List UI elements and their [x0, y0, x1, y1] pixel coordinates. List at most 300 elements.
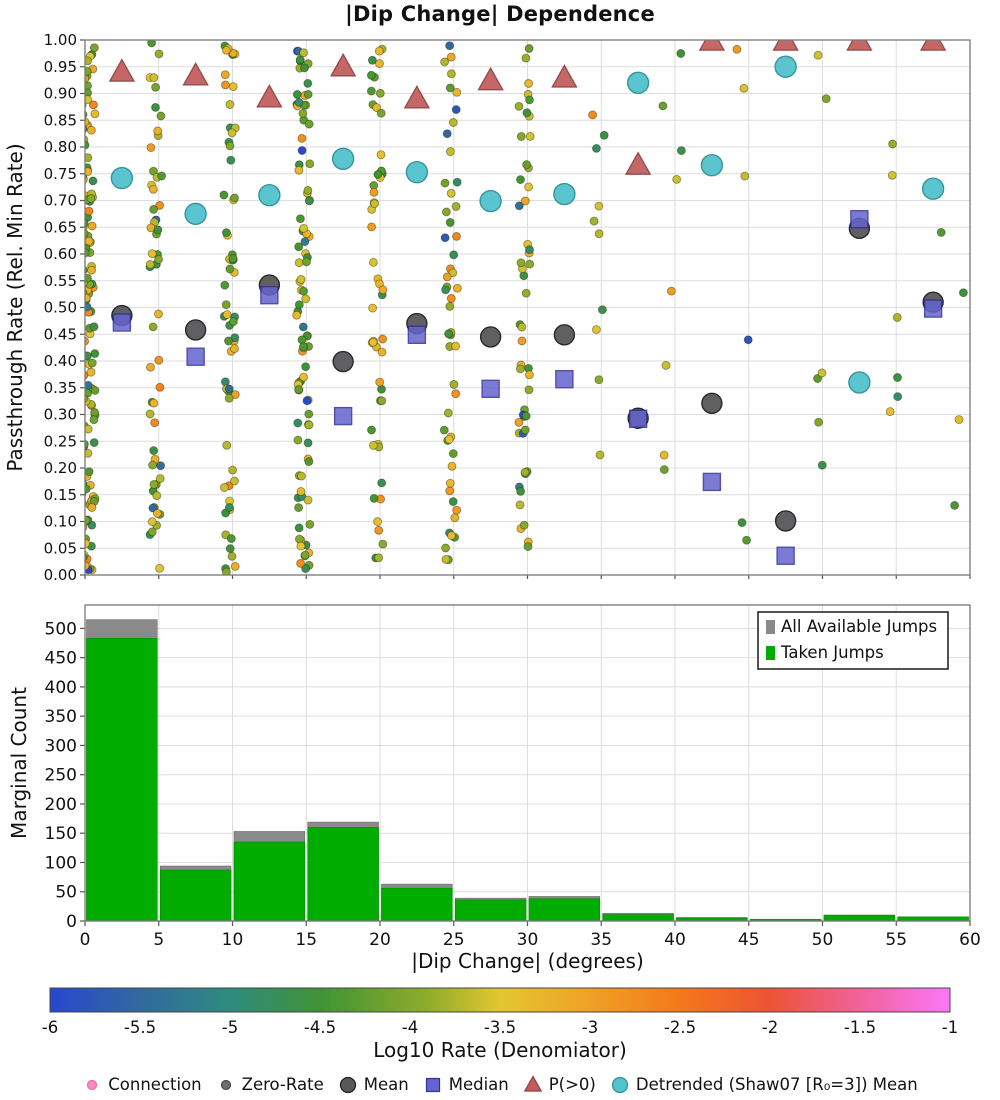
data-dot [448, 532, 456, 540]
data-dot [222, 46, 230, 54]
data-dot [743, 536, 751, 544]
legend-item-zero-rate [216, 1074, 324, 1094]
dot-marker-shape [88, 1081, 97, 1090]
triangle-marker-shape [525, 1077, 541, 1092]
data-dot [516, 365, 524, 373]
data-dot [79, 266, 87, 274]
p-0--marker [552, 66, 576, 87]
square-marker-icon [423, 1074, 443, 1094]
data-dot [231, 477, 239, 485]
data-dot [378, 397, 386, 405]
data-dot [304, 186, 312, 194]
colorbar-tick-label: -3.5 [483, 1018, 517, 1037]
y-tick-label: 0 [66, 912, 77, 932]
data-dot [369, 338, 377, 346]
data-dot [937, 228, 945, 236]
data-dot [299, 323, 307, 331]
data-dot [590, 217, 598, 225]
data-dot [521, 426, 529, 434]
data-dot [303, 258, 311, 266]
data-dot [673, 175, 681, 183]
data-dot [304, 90, 312, 98]
data-dot [231, 345, 239, 353]
detrended-shaw07-r-3-mean-marker [775, 56, 796, 77]
data-dot [91, 386, 99, 394]
data-dot [299, 109, 307, 117]
data-dot [370, 494, 378, 502]
data-dot [452, 342, 460, 350]
data-dot [146, 410, 154, 418]
data-dot [305, 458, 313, 466]
detrended-shaw07-r-3-mean-marker [849, 372, 870, 393]
legend-item-median [423, 1074, 509, 1094]
data-dot [91, 409, 99, 417]
data-dot [951, 501, 959, 509]
data-dot [520, 521, 528, 529]
data-dot [225, 337, 233, 345]
data-dot [90, 416, 98, 424]
bar-taken [308, 827, 379, 921]
bar-taken [87, 638, 158, 921]
legend-item-mean [338, 1074, 409, 1094]
data-dot [154, 127, 162, 135]
mean-marker [702, 393, 722, 413]
data-dot [295, 504, 303, 512]
data-dot [443, 130, 451, 138]
data-dot [526, 260, 534, 268]
data-dot [305, 120, 313, 128]
data-dot [149, 185, 157, 193]
data-dot [79, 111, 87, 119]
data-dot [595, 376, 603, 384]
data-dot [297, 275, 305, 283]
data-dot [744, 336, 752, 344]
data-dot [228, 129, 236, 137]
data-dot [375, 554, 383, 562]
data-dot [379, 286, 387, 294]
data-dot [85, 468, 93, 476]
data-dot [526, 96, 534, 104]
data-dot [91, 350, 99, 358]
data-dot [155, 356, 163, 364]
data-dot [87, 126, 95, 134]
colorbar-tick-label: -5 [221, 1018, 239, 1037]
data-dot [369, 258, 377, 266]
x-tick-label: 35 [590, 930, 613, 950]
y-tick-label: 200 [44, 794, 77, 815]
data-dot [369, 441, 377, 449]
median-marker [703, 473, 720, 490]
legend-item-connection [82, 1074, 201, 1094]
data-dot [85, 237, 93, 245]
data-dot [447, 189, 455, 197]
data-dot [153, 509, 161, 517]
data-dot [446, 42, 454, 50]
data-dot [367, 87, 375, 95]
data-dot [592, 326, 600, 334]
data-dot [148, 518, 156, 526]
data-dot [151, 419, 159, 427]
data-dot [297, 472, 305, 480]
data-dot [301, 238, 309, 246]
data-dot [453, 232, 461, 240]
data-dot [515, 418, 523, 426]
y-tick-label: 0.85 [43, 111, 77, 130]
data-dot [447, 70, 455, 78]
y-tick-label: 400 [44, 677, 77, 698]
data-dot [222, 81, 230, 89]
data-dot [298, 134, 306, 142]
data-dot [370, 188, 378, 196]
data-dot [149, 461, 157, 469]
detrended-shaw07-r-3-mean-marker [554, 184, 575, 205]
data-dot [446, 302, 454, 310]
data-dot [150, 447, 158, 455]
detrended-shaw07-r-3-mean-marker [406, 162, 427, 183]
data-dot [155, 255, 163, 263]
data-dot [150, 481, 158, 489]
data-dot [592, 144, 600, 152]
data-dot [229, 83, 237, 91]
data-dot [517, 259, 525, 267]
data-dot [517, 487, 525, 495]
data-dot [223, 441, 231, 449]
x-tick-label: 20 [369, 930, 391, 950]
x-tick-label: 40 [664, 930, 686, 950]
data-dot [441, 179, 449, 187]
data-dot [741, 172, 749, 180]
data-dot [886, 408, 894, 416]
data-dot [225, 504, 233, 512]
square-marker-shape [426, 1079, 439, 1092]
data-dot [453, 284, 461, 292]
data-dot [149, 323, 157, 331]
data-dot [814, 51, 822, 59]
data-dot [525, 386, 533, 394]
mean-marker [333, 352, 353, 372]
data-dot [894, 374, 902, 382]
data-dot [302, 363, 310, 371]
data-dot [89, 177, 97, 185]
data-dot [660, 466, 668, 474]
y-tick-label: 0.10 [43, 512, 77, 531]
data-dot [225, 394, 233, 402]
data-dot [221, 281, 229, 289]
data-dot [733, 45, 741, 53]
p-0--marker [479, 68, 503, 89]
mean-marker [481, 327, 501, 347]
detrended-shaw07-r-3-mean-marker [185, 203, 206, 224]
data-dot [228, 552, 236, 560]
bar-taken [160, 870, 231, 921]
data-dot [294, 419, 302, 427]
data-dot [523, 109, 531, 117]
data-dot [521, 197, 529, 205]
y-tick-label: 250 [44, 765, 77, 786]
data-dot [447, 53, 455, 61]
data-dot [815, 418, 823, 426]
y-tick-label: 450 [44, 648, 77, 669]
data-dot [229, 318, 237, 326]
median-marker [335, 408, 352, 425]
data-dot [295, 524, 303, 532]
data-dot [740, 84, 748, 92]
data-dot [522, 412, 530, 420]
legend-item-detrended-shaw07-r-3-mean [610, 1074, 918, 1094]
data-dot [222, 229, 230, 237]
data-dot [376, 60, 384, 68]
data-dot [88, 359, 96, 367]
y-tick-label: 500 [44, 619, 77, 640]
data-dot [453, 506, 461, 514]
data-dot [600, 131, 608, 139]
data-dot [157, 462, 165, 470]
data-dot [662, 361, 670, 369]
data-dot [379, 540, 387, 548]
data-dot [82, 485, 90, 493]
median-marker [113, 314, 130, 331]
data-dot [959, 289, 967, 297]
data-dot [446, 479, 454, 487]
data-dot [446, 84, 454, 92]
data-dot [231, 562, 239, 570]
data-dot [375, 47, 383, 55]
colorbar-tick-label: -2.5 [663, 1018, 697, 1037]
data-dot [88, 504, 96, 512]
data-dot [152, 83, 160, 91]
hist-legend [758, 612, 948, 669]
p-0--marker [257, 85, 281, 106]
data-dot [379, 335, 387, 343]
hist-legend-label: All Available Jumps [781, 617, 938, 636]
p-0--marker [405, 86, 429, 107]
data-dot [91, 110, 99, 118]
data-dot [445, 330, 453, 338]
data-dot [818, 461, 826, 469]
data-dot [300, 287, 308, 295]
data-dot [452, 203, 460, 211]
detrended-shaw07-r-3-mean-marker [701, 155, 722, 176]
data-dot [226, 101, 234, 109]
data-dot [523, 161, 531, 169]
data-dot [297, 488, 305, 496]
data-dot [298, 147, 306, 155]
x-tick-label: 50 [811, 930, 834, 950]
circle-marker-shape [340, 1078, 355, 1093]
y-tick-label: 0.35 [43, 378, 77, 397]
data-dot [443, 273, 451, 281]
data-dot [295, 259, 303, 267]
median-marker [261, 287, 278, 304]
detrended-shaw07-r-3-mean-marker [923, 178, 944, 199]
data-dot [226, 545, 234, 553]
data-dot [378, 348, 386, 356]
data-dot [304, 79, 312, 87]
bar-taken [382, 888, 453, 921]
data-dot [293, 311, 301, 319]
data-dot [152, 103, 160, 111]
x-tick-label: 25 [442, 930, 465, 950]
data-dot [82, 516, 90, 524]
data-dot [297, 559, 305, 567]
data-dot [446, 487, 454, 495]
data-dot [156, 475, 164, 483]
hist-legend-label: Taken Jumps [781, 643, 884, 662]
data-dot [659, 102, 667, 110]
data-dot [79, 553, 87, 561]
data-dot [376, 89, 384, 97]
detrended-shaw07-r-3-mean-marker [259, 185, 280, 206]
median-marker [408, 326, 425, 343]
data-dot [888, 171, 896, 179]
data-dot [150, 74, 158, 82]
data-dot [82, 294, 90, 302]
y-tick-label: 0.50 [43, 298, 77, 317]
y-tick-label: 100 [44, 853, 77, 874]
dot-marker-shape [221, 1081, 230, 1090]
data-dot [818, 369, 826, 377]
data-dot [451, 514, 459, 522]
dot-marker-icon [216, 1074, 236, 1094]
legend-item-label: Zero-Rate [241, 1074, 324, 1094]
data-dot [377, 151, 385, 159]
colorbar-panel [42, 988, 958, 1062]
data-dot [293, 91, 301, 99]
colorbar-tick-label: -1 [941, 1018, 959, 1037]
data-dot [295, 166, 303, 174]
data-dot [296, 215, 304, 223]
data-dot [156, 564, 164, 572]
scatter-ylabel: Passthrough Rate (Rel. Min Rate) [3, 143, 27, 472]
data-dot [79, 125, 87, 133]
y-tick-label: 0.80 [43, 138, 77, 156]
data-dot [304, 439, 312, 447]
data-dot [301, 64, 309, 72]
data-dot [375, 526, 383, 534]
detrended-shaw07-r-3-mean-marker [111, 168, 132, 189]
data-dot [589, 111, 597, 119]
data-dot [303, 397, 311, 405]
data-dot [517, 133, 525, 141]
bar-taken [603, 915, 674, 921]
bar-taken [824, 915, 895, 921]
data-dot [300, 224, 308, 232]
data-dot [450, 251, 458, 259]
data-dot [295, 301, 303, 309]
data-dot [305, 421, 313, 429]
hist-xlabel: |Dip Change| (degrees) [411, 949, 644, 973]
legend-item-label: Connection [108, 1074, 202, 1094]
median-marker [482, 380, 499, 397]
data-dot [442, 544, 450, 552]
data-dot [156, 383, 164, 391]
colorbar-tick-label: -6 [41, 1018, 59, 1037]
y-tick-label: 0.20 [43, 459, 77, 477]
data-dot [221, 71, 229, 79]
data-dot [598, 306, 606, 314]
data-dot [304, 496, 312, 504]
data-dot [305, 197, 313, 205]
x-tick-label: 60 [959, 930, 981, 950]
y-tick-label: 0.95 [43, 57, 77, 76]
data-dot [367, 71, 375, 79]
data-dot [148, 250, 156, 258]
y-tick-label: 150 [44, 824, 77, 845]
data-dot [677, 147, 685, 155]
data-dot [295, 98, 303, 106]
y-tick-label: 350 [44, 707, 77, 728]
data-dot [153, 492, 161, 500]
data-dot [450, 381, 458, 389]
y-tick-label: 0.25 [43, 432, 77, 451]
colorbar-tick-label: -5.5 [123, 1018, 157, 1037]
colorbar-tick-label: -2 [761, 1018, 779, 1037]
data-dot [220, 484, 228, 492]
data-dot [449, 450, 457, 458]
data-dot [226, 142, 234, 150]
data-dot [524, 543, 532, 551]
data-dot [449, 119, 457, 127]
data-dot [80, 395, 88, 403]
x-tick-label: 15 [295, 930, 318, 950]
data-dot [525, 183, 533, 191]
data-dot [87, 195, 95, 203]
data-dot [526, 246, 534, 254]
y-tick-label: 50 [55, 882, 77, 903]
data-dot [150, 205, 158, 213]
data-dot [522, 54, 530, 62]
data-dot [299, 343, 307, 351]
data-dot [377, 109, 385, 117]
median-marker [925, 300, 942, 317]
hist-ylabel: Marginal Count [7, 687, 31, 839]
data-dot [226, 265, 234, 273]
data-dot [446, 219, 454, 227]
mean-marker [554, 325, 574, 345]
data-dot [88, 222, 96, 230]
data-dot [302, 295, 310, 303]
data-dot [822, 95, 830, 103]
legend-item-label: P(>0) [548, 1074, 596, 1094]
y-tick-label: 1.00 [43, 31, 77, 49]
data-dot [80, 219, 88, 227]
data-dot [155, 50, 163, 58]
data-dot [227, 535, 235, 543]
x-tick-label: 30 [516, 930, 539, 950]
data-dot [368, 426, 376, 434]
x-tick-label: 45 [737, 930, 760, 950]
data-dot [955, 416, 963, 424]
data-dot [442, 555, 450, 563]
y-tick-label: 0.60 [43, 245, 77, 263]
circle-marker-icon [338, 1074, 358, 1094]
data-dot [222, 301, 230, 309]
data-dot [90, 439, 98, 447]
bar-taken [455, 900, 526, 921]
data-dot [371, 200, 379, 208]
x-tick-label: 10 [221, 930, 244, 950]
x-tick-label: 5 [153, 930, 165, 950]
y-tick-label: 0.75 [43, 164, 77, 183]
data-dot [518, 337, 526, 345]
p-0--marker [626, 153, 650, 174]
data-dot [154, 226, 162, 234]
dot-marker-icon [82, 1074, 102, 1094]
mean-marker [186, 320, 206, 340]
data-dot [448, 462, 456, 470]
data-dot [596, 451, 604, 459]
data-dot [295, 386, 303, 394]
